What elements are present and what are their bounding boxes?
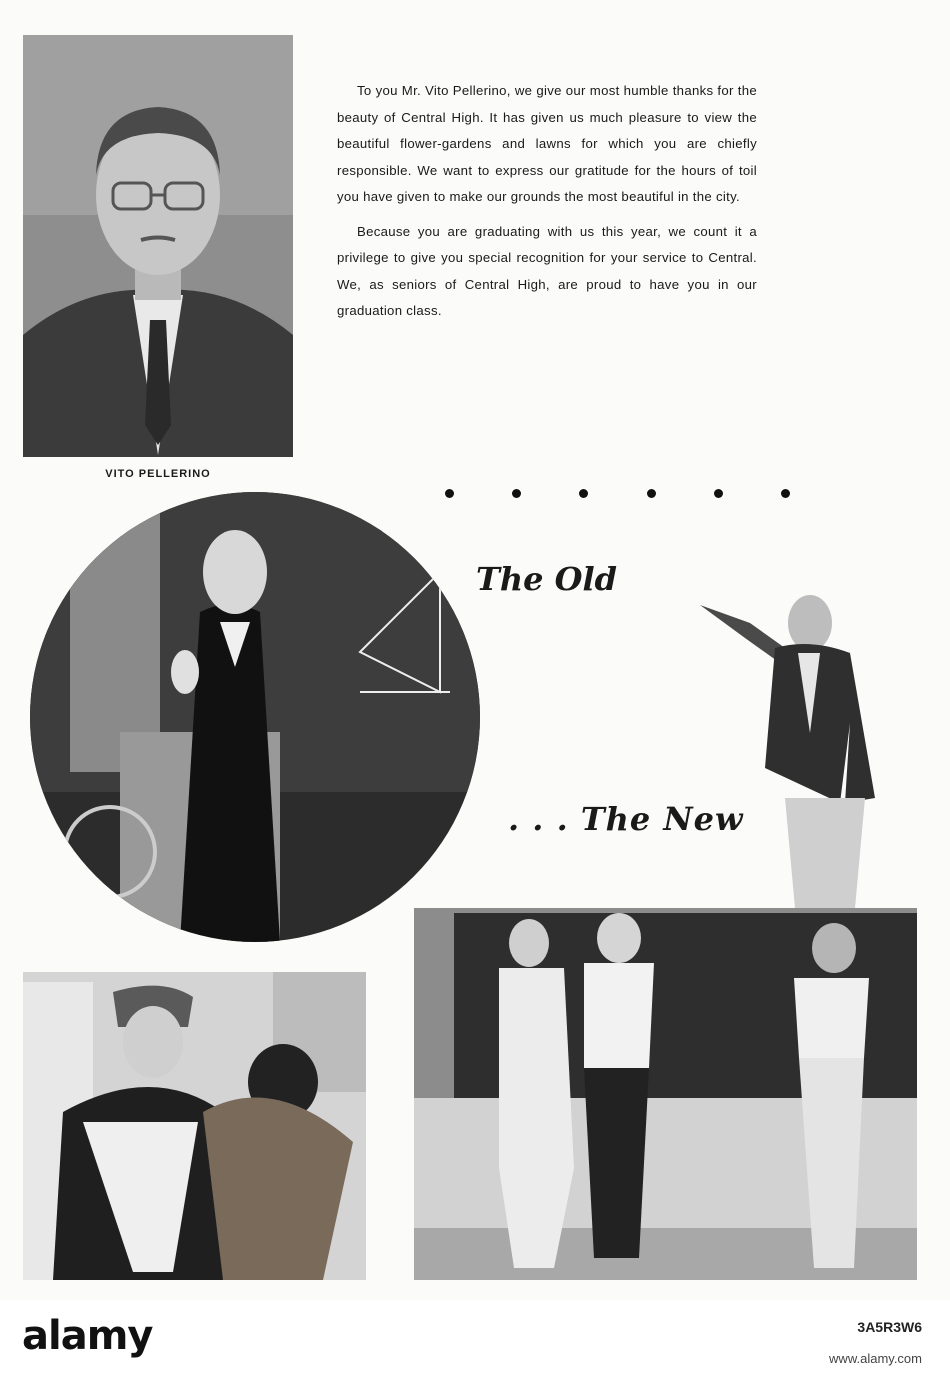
heading-the-new: . . . The New [508, 800, 744, 838]
pointing-man-photo [690, 593, 880, 908]
portrait-caption: VITO PELLERINO [105, 468, 211, 480]
site-url: www.alamy.com [829, 1351, 922, 1366]
dot [647, 489, 656, 498]
women-photo [23, 972, 366, 1280]
dot [445, 489, 454, 498]
dot [512, 489, 521, 498]
tribute-paragraph-2: Because you are graduating with us this year, we count it a privilege to give you special recognition for your service to Central. We, as seniors of Central High, are proud to have you in our graduation class. [337, 223, 757, 318]
dot [781, 489, 790, 498]
tribute-text [337, 78, 757, 333]
alamy-logo: alamy [22, 1313, 153, 1359]
portrait-photo [23, 35, 293, 457]
dot [714, 489, 723, 498]
tribute-paragraph-1: To you Mr. Vito Pellerino, we give our most humble thanks for the beauty of Central High. It has given us much pleasure to view the beautiful flower-gardens and lawns for which you are chiefly responsible. We want to express our gratitude for the hours of toil you have given to make our grounds the most beautiful in the city. [337, 83, 757, 204]
decorative-dots [445, 489, 790, 509]
circular-blackboard-photo [30, 492, 480, 942]
baseball-players-photo [414, 908, 917, 1280]
image-reference: 3A5R3W6 [857, 1319, 922, 1335]
heading-the-old: The Old [476, 560, 617, 598]
dot [579, 489, 588, 498]
